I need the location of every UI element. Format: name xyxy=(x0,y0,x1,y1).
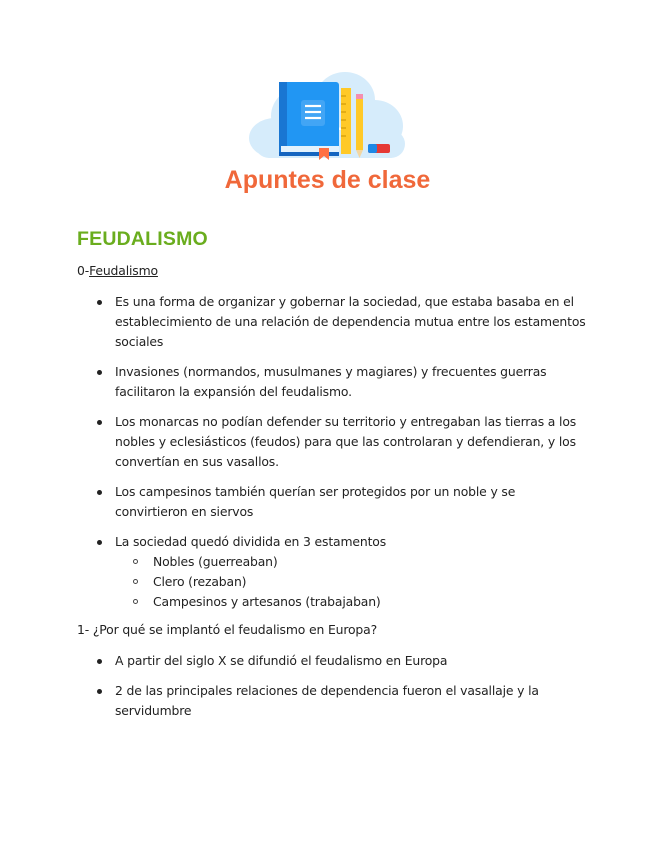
book-icon xyxy=(279,82,339,160)
list-item-text: Los campesinos también querían ser protegidos por un noble y se convirtieron en siervos xyxy=(115,484,516,519)
topic-0-line xyxy=(77,261,587,281)
bullet-dot-icon xyxy=(97,370,102,375)
page-title: Apuntes de clase xyxy=(224,166,431,194)
sub-list-item xyxy=(115,592,587,612)
topic-0-prefix: 0- xyxy=(77,263,90,278)
list-item xyxy=(77,292,587,352)
list-item-text: Es una forma de organizar y gobernar la sociedad, que estaba basaba en el establecimiento de una relación de dependencia mutua entre los estamentos sociales xyxy=(115,294,586,349)
sub-list-item-text: Nobles (guerreaban) xyxy=(153,554,278,569)
ruler-icon xyxy=(341,88,351,154)
list-item xyxy=(77,412,587,472)
topic-1-bullets xyxy=(77,651,587,721)
list-item xyxy=(77,362,587,402)
list-item-text: A partir del siglo X se difundió el feudalismo en Europa xyxy=(115,653,448,668)
bullet-dot-icon xyxy=(97,300,102,305)
topic-0-label: Feudalismo xyxy=(89,263,158,278)
list-item-text: La sociedad quedó dividida en 3 estamentos xyxy=(115,534,387,549)
notes-body xyxy=(77,261,587,731)
eraser-icon xyxy=(368,144,390,153)
list-item xyxy=(77,681,587,721)
sub-list-item-text: Clero (rezaban) xyxy=(153,574,247,589)
list-item-text: Invasiones (normandos, musulmanes y magiares) y frecuentes guerras facilitaron la expansión del feudalismo. xyxy=(115,364,547,399)
list-item xyxy=(77,482,587,522)
bullet-circle-icon xyxy=(133,599,138,604)
list-item xyxy=(77,651,587,671)
bullet-dot-icon xyxy=(97,420,102,425)
topic-1-line: 1- ¿Por qué se implantó el feudalismo en Europa? xyxy=(77,622,378,637)
bullet-dot-icon xyxy=(97,490,102,495)
list-item-text: 2 de las principales relaciones de dependencia fueron el vasallaje y la servidumbre xyxy=(115,683,539,718)
sub-list-item-text: Campesinos y artesanos (trabajaban) xyxy=(153,594,381,609)
estamentos-sublist xyxy=(115,552,587,612)
list-item-text: Los monarcas no podían defender su territorio y entregaban las tierras a los nobles y eclesiásticos (feudos) para que las controlaran y defendieran, y los convertían en sus vasallos. xyxy=(115,414,577,469)
bullet-circle-icon xyxy=(133,579,138,584)
pencil-icon xyxy=(356,94,363,158)
sub-list-item xyxy=(115,552,587,572)
sub-list-item xyxy=(115,572,587,592)
notebook-illustration-icon xyxy=(245,68,410,163)
bullet-dot-icon xyxy=(97,659,102,664)
topic-0-bullets xyxy=(77,292,587,612)
list-item xyxy=(77,532,587,612)
bullet-dot-icon xyxy=(97,689,102,694)
section-heading: FEUDALISMO xyxy=(77,228,208,250)
bullet-circle-icon xyxy=(133,559,138,564)
bullet-dot-icon xyxy=(97,540,102,545)
